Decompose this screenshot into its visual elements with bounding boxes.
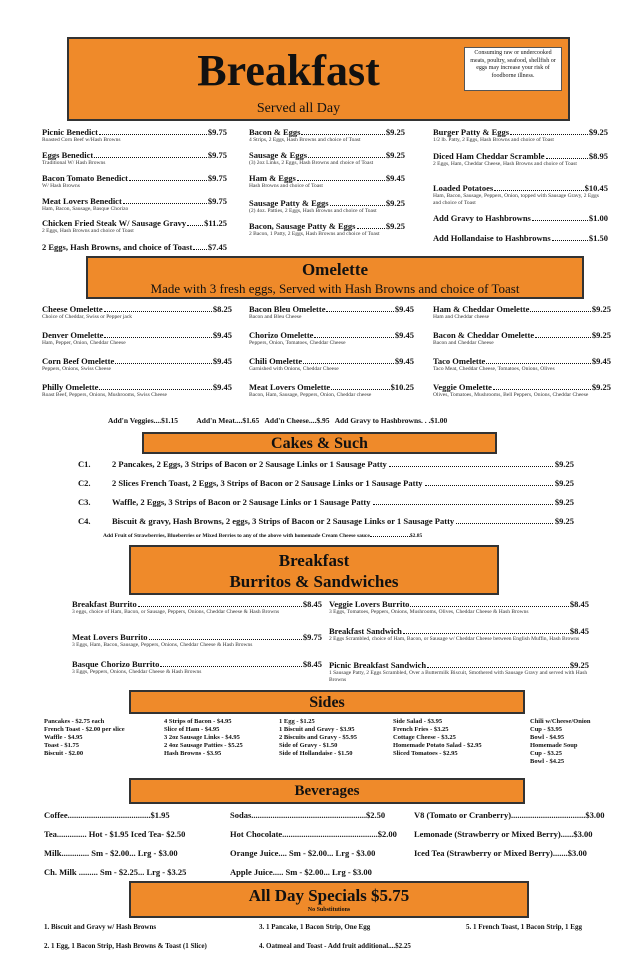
- menu-item-desc: Peppers, Onions, Swiss Cheese: [42, 366, 111, 372]
- menu-item-name: Denver Omelette: [42, 330, 104, 340]
- dot-leader: [138, 606, 302, 607]
- menu-item: [42, 196, 227, 213]
- dot-leader: [94, 157, 207, 158]
- menu-item: [42, 218, 227, 235]
- sides-item: Side of Gravy - $1.50: [279, 742, 338, 749]
- beverage-item: Tea.............. Hot - $1.95 Iced Tea- $2.50: [44, 829, 186, 839]
- menu-item-price: $11.25: [204, 218, 227, 228]
- special-item-1: 1. Biscuit and Gravy w/ Hash Browns: [44, 923, 157, 931]
- beverage-item: Sodas......................................................$2.50: [230, 810, 386, 820]
- sides-item: French Toast - $2.00 per slice: [44, 726, 125, 733]
- menu-item-desc: Bacon and Bleu Cheese: [249, 314, 302, 320]
- menu-item-price: $9.75: [207, 127, 227, 137]
- beverage-item: Orange Juice.... Sm - $2.00... Lrg - $3.00: [230, 848, 376, 858]
- food-safety-notice: Consuming raw or undercooked meats, poultry, seafood, shellfish or eggs may increase your risk of foodborne illness.: [464, 47, 562, 91]
- dot-leader: [546, 158, 588, 159]
- menu-item: [72, 632, 322, 649]
- dot-leader: [115, 363, 212, 364]
- menu-item-desc: (2) 4oz. Patties, 2 Eggs, Hash Browns and choice of Toast: [249, 208, 377, 214]
- menu-item: [433, 330, 611, 347]
- dot-leader: [493, 389, 591, 390]
- dot-leader: [330, 205, 385, 206]
- menu-item: [249, 198, 405, 215]
- menu-item-price: $9.25: [385, 127, 405, 137]
- beverage-item: Apple Juice..... Sm - $2.00... Lrg - $3.00: [230, 867, 372, 877]
- cakes-item-price: $9.25: [554, 478, 574, 488]
- menu-item-price: $9.75: [302, 632, 322, 642]
- menu-item-desc: Ham, Bacon, Sausage, Basque Chorizo: [42, 206, 129, 212]
- dot-leader: [99, 134, 207, 135]
- menu-item-desc: Ham, Bacon, Sausage, Peppers, Onion, topped with Sausage Gravy, 2 Eggs and choice of Toast: [433, 193, 599, 206]
- menu-item-price: $9.25: [591, 382, 611, 392]
- beverage-item: Lemonade (Strawberry or Mixed Berry)......$3.00: [414, 829, 593, 839]
- menu-item-desc: 3 Eggs, Tomatoes, Peppers, Onions, Mushrooms, Olives, Cheddar Cheese & Hash Browns: [329, 609, 529, 615]
- menu-item-desc: 1/2 lb. Patty, 2 Eggs, Hash Browns and choice of Toast: [433, 137, 554, 143]
- dot-leader: [425, 485, 553, 486]
- menu-item-desc: Ham and Cheddar cheese: [433, 314, 490, 320]
- menu-item-name: Diced Ham Cheddar Scramble: [433, 151, 545, 161]
- menu-item: [249, 173, 405, 190]
- omelette-addons: Add'n Veggies....$1.15 Add'n Meat....$1.65 Add'n Cheese....$.95 Add Gravy to Hashbrowns. . .$1.00: [108, 416, 448, 425]
- cakes-item-price: $9.25: [554, 459, 574, 469]
- cakes-item-price: $9.25: [554, 516, 574, 526]
- menu-item-name: Meat Lovers Benedict: [42, 196, 122, 206]
- dot-leader: [301, 134, 384, 135]
- dot-leader: [308, 157, 385, 158]
- menu-item: [249, 150, 405, 167]
- special-item-5: 5. 1 French Toast, 1 Bacon Strip, 1 Egg: [466, 923, 582, 931]
- menu-item-desc: 4 Strips, 2 Eggs, Hash Browns and choice of Toast: [249, 137, 361, 143]
- menu-item-name: Breakfast Burrito: [72, 599, 137, 609]
- menu-item-name: Chili Omelette: [249, 356, 303, 366]
- sides-item: Cup - $3.25: [530, 750, 562, 757]
- menu-item-desc: 2 Eggs, Hash Browns and choice of Toast: [42, 228, 134, 234]
- menu-item-price: $9.45: [591, 356, 611, 366]
- sides-banner: [129, 690, 525, 714]
- menu-item-price: $8.45: [302, 599, 322, 609]
- sides-item: Pancakes - $2.75 each: [44, 718, 105, 725]
- sides-item: Chili w/Cheese/Onion: [530, 718, 591, 725]
- menu-item-name: Basque Chorizo Burrito: [72, 659, 160, 669]
- menu-item-name: Corn Beef Omelette: [42, 356, 115, 366]
- dot-leader: [552, 240, 588, 241]
- menu-item: [249, 382, 414, 399]
- menu-item-price: $9.25: [569, 660, 589, 670]
- sides-item: Bowl - $4.95: [530, 734, 565, 741]
- menu-item-name: Bacon, Sausage Patty & Eggs: [249, 221, 356, 231]
- menu-item-price: $9.45: [394, 356, 414, 366]
- menu-item: [249, 304, 414, 321]
- menu-item-name: Veggie Lovers Burrito: [329, 599, 410, 609]
- dot-leader: [373, 504, 553, 505]
- dot-leader: [104, 311, 212, 312]
- menu-item: [42, 173, 227, 190]
- menu-item: [42, 150, 227, 167]
- sides-item: 4 Strips of Bacon - $4.95: [164, 718, 232, 725]
- menu-item: [433, 304, 611, 321]
- menu-item-name: Cheese Omelette: [42, 304, 103, 314]
- menu-item-price: $9.25: [385, 198, 405, 208]
- menu-item: [329, 660, 589, 684]
- dot-leader: [160, 666, 302, 667]
- menu-item-desc: (3) 2oz Links, 2 Eggs, Hash Browns and choice of Toast: [249, 160, 374, 166]
- menu-item-name: Ham & Eggs: [249, 173, 296, 183]
- cakes-item-id: C2.: [78, 478, 91, 488]
- menu-item: [42, 382, 232, 399]
- menu-item-desc: Traditional W/ Hash Browns: [42, 160, 106, 166]
- menu-item-desc: Hash Browns and choice of Toast: [249, 183, 323, 189]
- cakes-item-name: Waffle, 2 Eggs, 3 Strips of Bacon or 2 Sausage Links or 1 Sausage Patty: [112, 497, 371, 507]
- menu-item: [329, 626, 589, 643]
- menu-item-desc: W/ Hash Browns: [42, 183, 80, 189]
- sides-item: Waffle - $4.95: [44, 734, 83, 741]
- menu-item: [42, 330, 232, 347]
- menu-item: [433, 183, 608, 207]
- menu-item-name: 2 Eggs, Hash Browns, and choice of Toast: [42, 242, 193, 252]
- menu-item-name: Sausage Patty & Eggs: [249, 198, 329, 208]
- menu-item: [42, 127, 227, 144]
- menu-item-desc: 3 Eggs, Peppers, Onions, Cheddar Cheese & Hash Browns: [72, 669, 202, 675]
- menu-item-desc: Garnished with Onions, Cheddar Cheese: [249, 366, 339, 372]
- menu-item: [249, 330, 414, 347]
- menu-item-desc: 2 Eggs, Ham, Cheddar Cheese, Hash Browns and choice of Toast: [433, 161, 577, 167]
- menu-item-price: $9.75: [207, 150, 227, 160]
- menu-item-name: Picnic Breakfast Sandwich: [329, 660, 427, 670]
- dot-leader: [149, 639, 302, 640]
- sides-item: Slice of Ham - $4.95: [164, 726, 220, 733]
- beverages-title: Beverages: [294, 783, 360, 799]
- menu-item-price: $9.25: [385, 221, 405, 231]
- sides-item: Toast - $1.75: [44, 742, 79, 749]
- sides-title: Sides: [309, 694, 345, 711]
- dot-leader: [389, 466, 553, 467]
- dot-leader: [494, 190, 583, 191]
- menu-item: [42, 356, 232, 373]
- menu-item-desc: 3 eggs, choice of Ham, Bacon, or Sausage, Peppers, Onions, Cheddar Cheese & Hash Browns: [72, 609, 280, 615]
- sides-item: Cottage Cheese - $3.25: [393, 734, 456, 741]
- menu-item-price: $9.25: [591, 304, 611, 314]
- menu-item-desc: 2 Bacon, 1 Patty, 2 Eggs, Hash Browns and choice of Toast: [249, 231, 380, 237]
- menu-item-name: Breakfast Sandwich: [329, 626, 402, 636]
- beverage-item: Ch. Milk ......... Sm - $2.25... Lrg - $3.25: [44, 867, 187, 877]
- special-item-4: 4. Oatmeal and Toast - Add fruit additional....$2.25: [259, 942, 411, 950]
- cakes-item-name: 2 Pancakes, 2 Eggs, 3 Strips of Bacon or 2 Sausage Links or 1 Sausage Patty: [112, 459, 387, 469]
- menu-item-price: $9.45: [212, 330, 232, 340]
- sides-item: Homemade Soup: [530, 742, 578, 749]
- menu-item-desc: Choice of Cheddar, Swiss or Pepper jack: [42, 314, 133, 320]
- dot-leader: [129, 180, 207, 181]
- burritos-title-2: Burritos & Sandwiches: [229, 572, 399, 591]
- dot-leader: [314, 337, 393, 338]
- menu-item-desc: 2 Eggs Scrambled, choice of Ham, Bacon, or Sausage w/ Cheddar Cheese between English Muffin, Hash Browns: [329, 636, 580, 642]
- menu-item-name: Picnic Benedict: [42, 127, 98, 137]
- menu-item-name: Bacon Bleu Omelette: [249, 304, 326, 314]
- dot-leader: [297, 180, 385, 181]
- cakes-item: [78, 459, 574, 469]
- beverage-item: Hot Chocolate.............................................$2.00: [230, 829, 397, 839]
- cakes-item: [78, 516, 574, 526]
- sides-column-5: [530, 718, 591, 766]
- dot-leader: [510, 134, 588, 135]
- menu-item-name: Sausage & Eggs: [249, 150, 308, 160]
- sides-column-1: [44, 718, 125, 758]
- dot-leader: [427, 667, 569, 668]
- cakes-fruit-note: [103, 533, 422, 539]
- dot-leader: [193, 249, 207, 250]
- dot-leader: [104, 337, 211, 338]
- dot-leader: [326, 311, 393, 312]
- menu-item-price: $9.25: [591, 330, 611, 340]
- menu-item-desc: Roast Beef, Peppers, Onions, Mushrooms, Swiss Cheese: [42, 392, 167, 398]
- menu-item-desc: Olives, Tomatoes, Mushrooms, Bell Peppers, Onions, Cheddar Cheese: [433, 392, 589, 398]
- menu-item: [249, 221, 405, 238]
- burritos-banner: [129, 545, 499, 595]
- dot-leader: [410, 606, 568, 607]
- menu-item-price: $8.45: [569, 626, 589, 636]
- menu-item-price: $9.45: [385, 173, 405, 183]
- menu-item-price: $10.25: [390, 382, 414, 392]
- dot-leader: [403, 633, 569, 634]
- beverage-item: Milk............. Sm - $2.00... Lrg - $3.00: [44, 848, 178, 858]
- sides-item: Homemade Potato Salad - $2.95: [393, 742, 482, 749]
- cakes-item-id: C3.: [78, 497, 91, 507]
- menu-item-desc: Bacon and Cheddar Cheese: [433, 340, 494, 346]
- menu-item: [42, 242, 227, 252]
- menu-item-name: Bacon & Cheddar Omelette: [433, 330, 535, 340]
- dot-leader: [357, 228, 385, 229]
- sides-item: French Fries - $3.25: [393, 726, 449, 733]
- menu-item-name: Meat Lovers Burrito: [72, 632, 148, 642]
- menu-item-price: $8.25: [212, 304, 232, 314]
- menu-item-name: Burger Patty & Eggs: [433, 127, 510, 137]
- sides-item: Sliced Tomatoes - $2.95: [393, 750, 458, 757]
- dot-leader: [530, 311, 590, 312]
- menu-item-name: Ham & Cheddar Omelette: [433, 304, 530, 314]
- omelette-banner: [86, 256, 584, 299]
- sides-item: 2 4oz Sausage Patties - $5.25: [164, 742, 243, 749]
- menu-item-name: Loaded Potatoes: [433, 183, 494, 193]
- specials-note: No Substitutions: [307, 907, 351, 913]
- menu-item-desc: 1 Sausage Patty, 2 Eggs Scrambled, Over a Buttermilk Biscuit, Smothered with Sausage Gravy and served with Hash Browns: [329, 670, 588, 683]
- menu-item-price: $9.45: [394, 304, 414, 314]
- menu-item-price: $7.45: [207, 242, 227, 252]
- menu-item-price: $9.75: [207, 173, 227, 183]
- menu-item: [72, 659, 322, 676]
- menu-item-desc: Peppers, Onion, Tomatoes, Cheddar Cheese: [249, 340, 346, 346]
- cakes-item-price: $9.25: [554, 497, 574, 507]
- dot-leader: [331, 389, 389, 390]
- menu-item-desc: Ham, Pepper, Onion, Cheddar Cheese: [42, 340, 126, 346]
- menu-item-name: Meat Lovers Omelette: [249, 382, 331, 392]
- cakes-title: Cakes & Such: [271, 435, 368, 452]
- omelette-title: Omelette: [301, 260, 369, 279]
- menu-item-name: Veggie Omelette: [433, 382, 492, 392]
- sides-column-3: [279, 718, 357, 758]
- menu-item-price: $9.45: [212, 382, 232, 392]
- cakes-note-price: $2.85: [409, 533, 423, 539]
- sides-column-2: [164, 718, 243, 758]
- sides-item: Hash Browns - $3.95: [164, 750, 222, 757]
- sides-item: Side Salad - $3.95: [393, 718, 443, 725]
- breakfast-title: Breakfast: [197, 46, 380, 95]
- sides-item: 3 2oz Sausage Links - $4.95: [164, 734, 240, 741]
- menu-item-name: Chorizo Omelette: [249, 330, 314, 340]
- dot-leader: [535, 337, 591, 338]
- menu-item: [433, 213, 608, 223]
- beverages-banner: [129, 778, 525, 804]
- cakes-banner: [142, 432, 497, 454]
- dot-leader: [303, 363, 394, 364]
- menu-item: [433, 151, 608, 168]
- menu-item-name: Philly Omelette: [42, 382, 99, 392]
- cakes-note-text: Add Fruit of Strawberries, Blueberries or Mixed Berries to any of the above with homemade Cream Cheese sauce: [103, 533, 370, 539]
- menu-item-name: Bacon Tomato Benedict: [42, 173, 128, 183]
- menu-item: [329, 599, 589, 616]
- sides-item: 1 Biscuit and Gravy - $3.95: [279, 726, 355, 733]
- menu-item-price: $9.45: [394, 330, 414, 340]
- menu-item-price: $9.45: [212, 356, 232, 366]
- menu-item-price: $9.25: [588, 127, 608, 137]
- dot-leader: [532, 220, 588, 221]
- menu-item-price: $8.95: [588, 151, 608, 161]
- menu-item-price: $9.25: [385, 150, 405, 160]
- menu-item-price: $9.75: [207, 196, 227, 206]
- menu-item: [433, 356, 611, 373]
- menu-item-price: $8.45: [569, 599, 589, 609]
- sides-column-4: [393, 718, 482, 758]
- burritos-title-1: Breakfast: [278, 551, 350, 570]
- sides-item: Biscuit - $2.00: [44, 750, 84, 757]
- menu-item-name: Chicken Fried Steak W/ Sausage Gravy: [42, 218, 187, 228]
- beverage-item: V8 (Tomato or Cranberry)...................................$3.00: [414, 810, 605, 820]
- menu-item-price: $8.45: [302, 659, 322, 669]
- beverage-item: Coffee.......................................$1.95: [44, 810, 170, 820]
- breakfast-subtitle: Served all Day: [256, 101, 341, 116]
- menu-item-name: Eggs Benedict: [42, 150, 94, 160]
- dot-leader: [486, 363, 591, 364]
- dot-leader: [99, 389, 211, 390]
- specials-title: All Day Specials $5.75: [248, 886, 410, 905]
- sides-item: 2 Biscuits and Gravy - $5.95: [279, 734, 358, 741]
- dot-leader: [123, 203, 207, 204]
- menu-item: [72, 599, 322, 616]
- sides-item: Bowl - $4.25: [530, 758, 565, 765]
- cakes-item-name: Biscuit & gravy, Hash Browns, 2 eggs, 3 Strips of Bacon or 2 Sausage Links or 1 Sausage Patty: [112, 516, 455, 526]
- sides-item: 1 Egg - $1.25: [279, 718, 315, 725]
- menu-item-name: Add Hollandaise to Hashbrowns: [433, 233, 551, 243]
- menu-item-desc: Roasted Corn Beef w/Hash Browns: [42, 137, 121, 143]
- menu-item: [433, 127, 608, 144]
- menu-item: [433, 233, 608, 243]
- dot-leader: [456, 523, 553, 524]
- menu-item-name: Taco Omelette: [433, 356, 486, 366]
- menu-item-name: Bacon & Eggs: [249, 127, 301, 137]
- menu-item-name: Add Gravy to Hashbrowns: [433, 213, 531, 223]
- omelette-subtitle: Made with 3 fresh eggs, Served with Hash Browns and choice of Toast: [150, 281, 520, 296]
- cakes-item: [78, 497, 574, 507]
- menu-item: [433, 382, 611, 399]
- sides-item: Side of Hollandaise - $1.50: [279, 750, 353, 757]
- menu-item-desc: Taco Meat, Cheddar Cheese, Tomatoes, Onions, Olives: [433, 366, 555, 372]
- cakes-item-id: C1.: [78, 459, 91, 469]
- menu-item-price: $10.45: [584, 183, 608, 193]
- special-item-2: 2. 1 Egg, 1 Bacon Strip, Hash Browns & Toast (1 Slice): [44, 942, 207, 950]
- menu-item: [249, 127, 405, 144]
- sides-item: Cup - $3.95: [530, 726, 562, 733]
- menu-item-desc: 3 Eggs, Ham, Bacon, Sausage, Peppers, Onions, Cheddar Cheese & Hash Browns: [72, 642, 253, 648]
- beverage-item: Iced Tea (Strawberry or Mixed Berry).......$3.00: [414, 848, 587, 858]
- dot-leader: [187, 225, 203, 226]
- special-item-3: 3. 1 Pancake, 1 Bacon Strip, One Egg: [259, 923, 371, 931]
- specials-banner: [129, 881, 529, 918]
- cakes-item-name: 2 Slices French Toast, 2 Eggs, 3 Strips of Bacon or 2 Sausage Links or 1 Sausage Patty: [112, 478, 423, 488]
- cakes-item-id: C4.: [78, 516, 91, 526]
- menu-item: [249, 356, 414, 373]
- menu-item-desc: Bacon, Ham, Sausage, Peppers, Onion, Cheddar cheese: [249, 392, 372, 398]
- menu-item: [42, 304, 232, 321]
- menu-item-price: $1.00: [588, 213, 608, 223]
- cakes-item: [78, 478, 574, 488]
- menu-item-price: $1.50: [588, 233, 608, 243]
- breakfast-banner: [67, 37, 570, 121]
